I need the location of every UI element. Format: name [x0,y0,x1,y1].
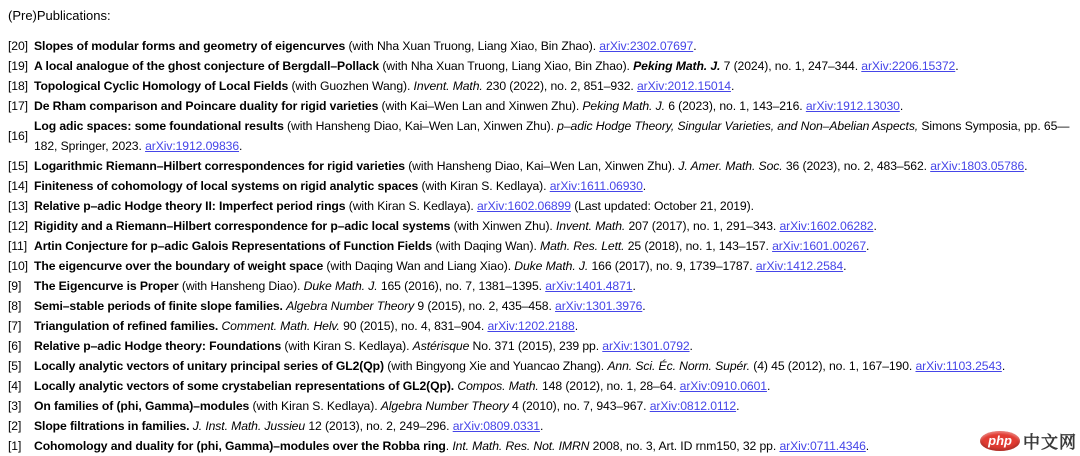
entry-text-segment: (Last updated: October 21, 2019). [570,199,754,213]
entry-text-segment: 12 (2013), no. 2, 249–296. [305,419,453,433]
entry-text [34,296,1070,316]
entry-text-segment: (with Daqing Wan). [432,239,541,253]
entry-text-segment: 6 (2023), no. 1, 143–216. [664,99,806,113]
arxiv-link[interactable]: arXiv:2206.15372 [861,59,956,73]
publication-entry [8,156,1070,176]
entry-text [34,96,1070,116]
entry-number: [15] [8,159,28,173]
arxiv-link[interactable]: arXiv:1912.13030 [805,99,900,113]
publication-entry [8,216,1070,236]
entry-text-segment: Logarithmic Riemann–Hilbert correspondences for rigid varieties [34,159,405,173]
entry-text-segment: (with Guozhen Wang). [288,79,414,93]
entry-text [34,316,1070,336]
arxiv-link[interactable]: arXiv:1602.06899 [476,199,571,213]
entry-number: [5] [8,359,22,373]
entry-text-segment: Compos. Math. [457,379,539,393]
entry-text-segment: Comment. Math. Helv. [221,319,340,333]
entry-text-segment: . [1001,359,1006,373]
publication-entry [8,276,1070,296]
entry-number: [10] [8,259,28,273]
entry-number: [17] [8,99,28,113]
entry-text [34,336,1070,356]
entry-text-segment: . [766,379,771,393]
entry-number: [9] [8,279,22,293]
entry-text-segment: Duke Math. J. [514,259,589,273]
entry-text [34,56,1070,76]
entry-text-segment: The eigencurve over the boundary of weight space [34,259,324,273]
arxiv-link[interactable]: arXiv:1611.06930 [549,179,643,193]
entry-text-segment: J. Inst. Math. Jussieu [192,419,306,433]
entry-text-segment: Log adic spaces: some foundational results [34,119,284,133]
publication-entry [8,416,1070,436]
arxiv-link[interactable]: arXiv:2012.15014 [637,79,731,93]
entry-text-segment: (with Kiran S. Kedlaya). [281,339,413,353]
entry-text-segment: Slope filtrations in families. [34,419,190,433]
entry-text-segment: A local analogue of the ghost conjecture of Bergdall–Pollack [34,59,380,73]
entry-text [34,396,1070,416]
arxiv-link[interactable]: arXiv:1912.09836 [145,139,240,153]
entry-text-segment: (with Nha Xuan Truong, Liang Xiao, Bin Zhao). [345,39,600,53]
entry-text-segment: Astérisque [412,339,470,353]
arxiv-link[interactable]: arXiv:1412.2584 [755,259,844,273]
publication-entry [8,376,1070,396]
entry-text-segment: Peking Math. J. [582,99,665,113]
entry-text [34,76,1070,96]
arxiv-link[interactable]: arXiv:0711.4346 [779,439,866,453]
entry-text-segment: 36 (2023), no. 2, 483–562. [782,159,931,173]
entry-text [34,196,1070,216]
entry-text-segment: 4 (2010), no. 7, 943–967. [508,399,650,413]
publication-entry [8,256,1070,276]
entry-text-segment: Locally analytic vectors of some crystabelian representations of GL2(Qp). [34,379,455,393]
entry-text-segment: . [1024,159,1028,173]
entry-text-segment: . [574,319,579,333]
entry-text-segment: The Eigencurve is Proper [34,279,179,293]
entry-text [34,356,1070,376]
entry-text-segment: Slopes of modular forms and geometry of eigencurves [34,39,346,53]
arxiv-link[interactable]: arXiv:1301.3976 [555,299,643,313]
entry-text-segment: . [642,179,647,193]
publication-entry [8,116,1070,156]
entry-text-segment: No. 371 (2015), 239 pp. [469,339,603,353]
entry-text-segment: (with Hansheng Diao, Kai–Wen Lan, Xinwen Zhu). [404,159,679,173]
entry-text-segment: 165 (2016), no. 7, 1381–1395. [377,279,546,293]
publication-entry [8,56,1070,76]
entry-text-segment: Cohomology and duality for (phi, Gamma)–modules over the Robba ring [34,439,446,453]
entry-text-segment: 7 (2024), no. 1, 247–344. [720,59,862,73]
entry-number: [1] [8,439,22,453]
entry-text-segment: (with Bingyong Xie and Yuancao Zhang). [383,359,608,373]
entry-text-segment: . [689,339,693,353]
entry-text-segment: Ann. Sci. Éc. Norm. Supér. [607,359,750,373]
entry-text [34,236,1070,256]
php-logo-icon: php [980,431,1020,451]
entry-text-segment: . [730,79,735,93]
entry-text-segment: . [899,99,904,113]
entry-text-segment: Math. Res. Lett. [540,239,625,253]
entry-text-segment: . [239,139,243,153]
entry-text-segment: 207 (2017), no. 1, 291–343. [625,219,780,233]
entry-text-segment: 230 (2022), no. 2, 851–932. [482,79,637,93]
arxiv-link[interactable]: arXiv:0809.0331 [452,419,540,433]
entry-number: [8] [8,299,22,313]
entry-text [34,36,1070,56]
entry-number: [2] [8,419,22,433]
entry-text-segment: . [539,419,544,433]
entry-number: [4] [8,379,22,393]
publication-entry [8,336,1070,356]
entry-text-segment: Invent. Math. [556,219,626,233]
publications-list [8,36,1070,456]
entry-text-segment: J. Amer. Math. Soc. [678,159,783,173]
entry-text-segment: (with Kiran S. Kedlaya). [345,199,477,213]
watermark-label: 中文网 [1023,433,1077,452]
entry-text-segment: 166 (2017), no. 9, 1739–1787. [588,259,756,273]
entry-text-segment: (with Hansheng Diao). [178,279,304,293]
publication-entry [8,436,1070,456]
entry-text-segment: Simons Symposia, pp. 65—182, Springer, 2023. [34,119,1070,153]
entry-number: [7] [8,319,22,333]
entry-number: [11] [8,239,28,253]
arxiv-link[interactable]: arXiv:2302.07697 [599,39,694,53]
entry-text [34,116,1070,156]
entry-text-segment: . [736,399,740,413]
entry-text-segment: . [445,439,453,453]
publication-entry [8,356,1070,376]
entry-text-segment: . [642,299,646,313]
entry-text-segment: Invent. Math. [413,79,483,93]
entry-text-segment: (with Xinwen Zhu). [450,219,557,233]
entry-text-segment: . [693,39,697,53]
publication-entry [8,176,1070,196]
publication-entry [8,196,1070,216]
entry-text-segment: On families of (phi, Gamma)–modules [34,399,250,413]
entry-text [34,436,1070,456]
entry-number: [13] [8,199,28,213]
entry-number: [3] [8,399,22,413]
entry-text-segment: De Rham comparison and Poincare duality for rigid varieties [34,99,379,113]
entry-text-segment: Rigidity and a Riemann–Hilbert correspondence for p–adic local systems [34,219,451,233]
entry-text-segment: . [632,279,636,293]
watermark [980,428,1077,453]
entry-text [34,176,1070,196]
entry-text-segment: (4) 45 (2012), no. 1, 167–190. [749,359,916,373]
entry-text-segment: (with Kiran S. Kedlaya). [249,399,381,413]
entry-text-segment: Int. Math. Res. Not. IMRN [452,439,590,453]
entry-text-segment: Algebra Number Theory [286,299,415,313]
entry-text-segment: . [955,59,959,73]
entry-text-segment: 2008, no. 3, Art. ID rnm150, 32 pp. [589,439,780,453]
publication-entry [8,96,1070,116]
publication-entry [8,316,1070,336]
entry-text [34,416,1070,436]
entry-text [34,216,1070,236]
arxiv-link[interactable]: arXiv:1602.06282 [779,219,874,233]
publication-entry [8,76,1070,96]
arxiv-link[interactable]: arXiv:1803.05786 [930,159,1025,173]
arxiv-link[interactable]: arXiv:1301.0792 [602,339,690,353]
entry-text-segment: (with Nha Xuan Truong, Liang Xiao, Bin Zhao). [379,59,634,73]
entry-number: [12] [8,219,28,233]
entry-text-segment: . [865,439,870,453]
arxiv-link[interactable]: arXiv:0910.0601 [679,379,767,393]
entry-text-segment: Algebra Number Theory [380,399,509,413]
entry-text-segment: Relative p–adic Hodge theory II: Imperfect period rings [34,199,346,213]
entry-text [34,256,1070,276]
entry-number: [6] [8,339,22,353]
entry-text [34,376,1070,396]
entry-text-segment: (with Kiran S. Kedlaya). [418,179,550,193]
entry-text-segment: 9 (2015), no. 2, 435–458. [414,299,556,313]
entry-text-segment: Relative p–adic Hodge theory: Foundations [34,339,282,353]
arxiv-link[interactable]: arXiv:1103.2543 [915,359,1002,373]
entry-number: [16] [8,129,28,143]
entry-text-segment: Peking Math. J. [633,59,721,73]
entry-text-segment: . [843,259,847,273]
publication-entry [8,236,1070,256]
entry-text-segment: (with Kai–Wen Lan and Xinwen Zhu). [378,99,583,113]
entry-text [34,156,1070,176]
arxiv-link[interactable]: arXiv:0812.0112 [649,399,737,413]
entry-text-segment: Duke Math. J. [303,279,378,293]
publication-entry [8,36,1070,56]
entry-text-segment: 90 (2015), no. 4, 831–904. [339,319,488,333]
entry-text-segment: 25 (2018), no. 1, 143–157. [624,239,773,253]
entry-text-segment: Finiteness of cohomology of local systems on rigid analytic spaces [34,179,419,193]
entry-text-segment: Triangulation of refined families. [34,319,219,333]
entry-text-segment: (with Daqing Wan and Liang Xiao). [323,259,515,273]
entry-number: [20] [8,39,28,53]
arxiv-link[interactable]: arXiv:1202.2188 [487,319,575,333]
entry-text-segment: (with Hansheng Diao, Kai–Wen Lan, Xinwen Zhu). [283,119,558,133]
page-title: (Pre)Publications: [8,8,111,23]
entry-number: [14] [8,179,28,193]
entry-text-segment: . [866,239,870,253]
entry-text-segment: p–adic Hodge Theory, Singular Varieties, and Non–Abelian Aspects, [557,119,919,133]
publication-entry [8,396,1070,416]
publication-entry [8,296,1070,316]
entry-number: [19] [8,59,28,73]
entry-text-segment: Semi–stable periods of finite slope families. [34,299,283,313]
entry-text-segment: . [873,219,877,233]
entry-text-segment: Artin Conjecture for p–adic Galois Representations of Function Fields [34,239,433,253]
entry-number: [18] [8,79,28,93]
entry-text-segment: Locally analytic vectors of unitary principal series of GL2(Qp) [34,359,384,373]
entry-text-segment: Topological Cyclic Homology of Local Fields [34,79,289,93]
arxiv-link[interactable]: arXiv:1601.00267 [772,239,867,253]
entry-text-segment: 148 (2012), no. 1, 28–64. [538,379,680,393]
entry-text [34,276,1070,296]
arxiv-link[interactable]: arXiv:1401.4871 [545,279,633,293]
